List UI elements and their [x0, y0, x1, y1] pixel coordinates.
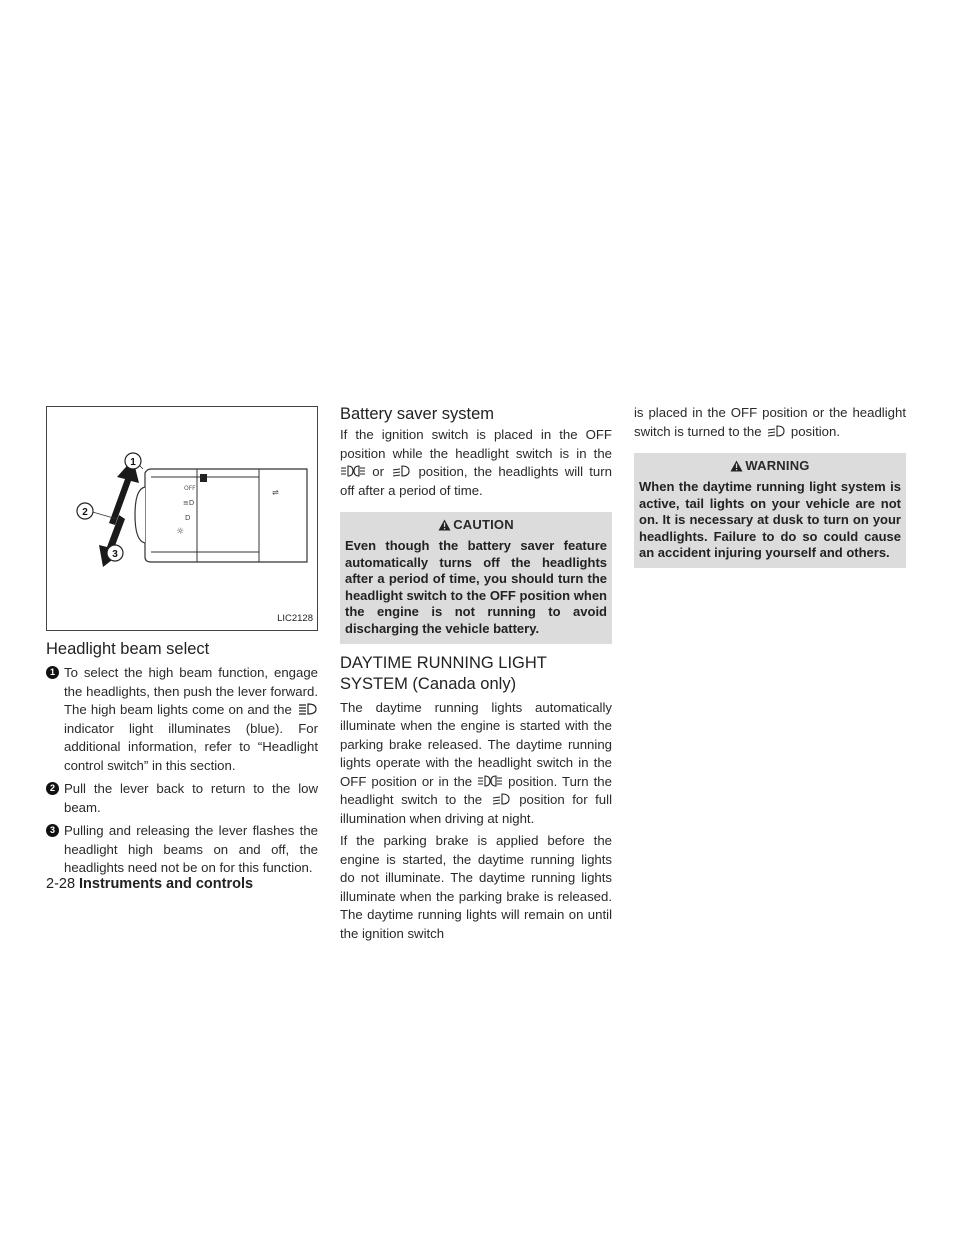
- step-2-text: Pull the lever back to return to the low beam.: [64, 781, 318, 815]
- step-3-text: Pulling and releasing the lever flashes the headlight high beams on and off, the headlights need not be on for this function.: [64, 823, 318, 875]
- svg-text:⇌: ⇌: [272, 488, 279, 497]
- step-2: [46, 780, 318, 817]
- headlight-icon: [490, 792, 512, 806]
- warning-triangle-icon: [438, 519, 451, 531]
- section-heading-beam-select: Headlight beam select: [46, 640, 210, 658]
- drl-text-c: position for full illumination when driving at night.: [340, 792, 612, 826]
- step-number-1: 1: [46, 666, 59, 679]
- page-number: 2-28: [46, 876, 76, 892]
- headlight-lever-figure: [46, 406, 318, 631]
- battery-saver-text-c: position, the headlights will turn off after a period of time.: [340, 464, 612, 498]
- section-heading-drl: DAYTIME RUNNING LIGHT SYSTEM (Canada only): [340, 653, 547, 693]
- callout-3: [107, 545, 123, 561]
- caution-box: [340, 512, 612, 644]
- column-right: [634, 404, 906, 568]
- continued-text-a: is placed in the OFF position or the headlight switch is turned to the: [634, 405, 906, 439]
- callout-2: [77, 503, 93, 519]
- column-middle: [340, 404, 612, 943]
- continued-text-b: position.: [790, 423, 841, 439]
- warning-triangle-icon: [730, 460, 743, 472]
- page-footer: [46, 876, 253, 892]
- step-number-2: 2: [46, 782, 59, 795]
- step-number-3: 3: [46, 824, 59, 837]
- section-heading-battery-saver: Battery saver system: [340, 405, 495, 423]
- caution-title: [345, 516, 607, 534]
- drl-paragraph: [340, 699, 612, 829]
- parking-brake-paragraph: If the parking brake is applied before the engine is started, the daytime running lights do not illuminate. The daytime running lights illuminate when the parking brake is released. The daytime running lights will remain on until the ignition switch: [340, 833, 612, 941]
- battery-saver-text-b: or: [372, 464, 384, 479]
- battery-saver-paragraph: [340, 426, 612, 500]
- high-beam-icon: [296, 702, 318, 716]
- callout-1: [125, 453, 141, 469]
- parking-light-icon: [340, 464, 366, 478]
- step-3: [46, 822, 318, 878]
- warning-title: [639, 457, 901, 475]
- warning-title-text: WARNING: [745, 458, 810, 473]
- parking-light-icon: [477, 774, 503, 788]
- warning-body: When the daytime running light system is active, tail lights on your vehicle are not on. It is necessary at dusk to turn on your headlights. Failure to do so could cause an accident injuring yourself and others.: [639, 479, 901, 561]
- svg-text:1: 1: [130, 457, 136, 468]
- column-left: [46, 406, 318, 878]
- drl-text-a: The daytime running lights automatically illuminate when the engine is started with the parking brake released. The daytime running lights operate with the headlight switch in the OFF position or in the: [340, 699, 612, 789]
- caution-title-text: CAUTION: [453, 517, 514, 532]
- lever-illustration: [47, 407, 317, 630]
- svg-text:3: 3: [112, 549, 118, 560]
- step-1: [46, 664, 318, 775]
- step-1-text-b: indicator light illuminates (blue). For additional information, refer to “Headlight control switch” in this section.: [64, 720, 318, 773]
- drl-text-b: position. Turn the headlight switch to the: [340, 773, 612, 808]
- svg-text:OFF: OFF: [184, 485, 196, 492]
- battery-saver-text-a: If the ignition switch is placed in the OFF position while the headlight switch is in the: [340, 427, 612, 461]
- svg-text:D: D: [185, 514, 191, 522]
- svg-text:☼: ☼: [176, 527, 185, 537]
- figure-code: LIC2128: [277, 612, 313, 624]
- step-1-text-a: To select the high beam function, engage the headlights, then push the lever forward. The high beam lights come on and the: [64, 665, 318, 717]
- continued-paragraph: [634, 404, 906, 441]
- headlight-icon: [390, 464, 412, 478]
- caution-body: Even though the battery saver feature automatically turns off the headlights after a period of time, you should turn the headlight switch to the OFF position when the engine is not running to avoid discharging the vehicle battery.: [345, 538, 607, 636]
- warning-box: [634, 453, 906, 568]
- svg-text:≡D: ≡D: [183, 499, 195, 507]
- svg-text:2: 2: [82, 507, 88, 518]
- headlight-icon: [765, 424, 787, 438]
- section-title: Instruments and controls: [79, 876, 254, 892]
